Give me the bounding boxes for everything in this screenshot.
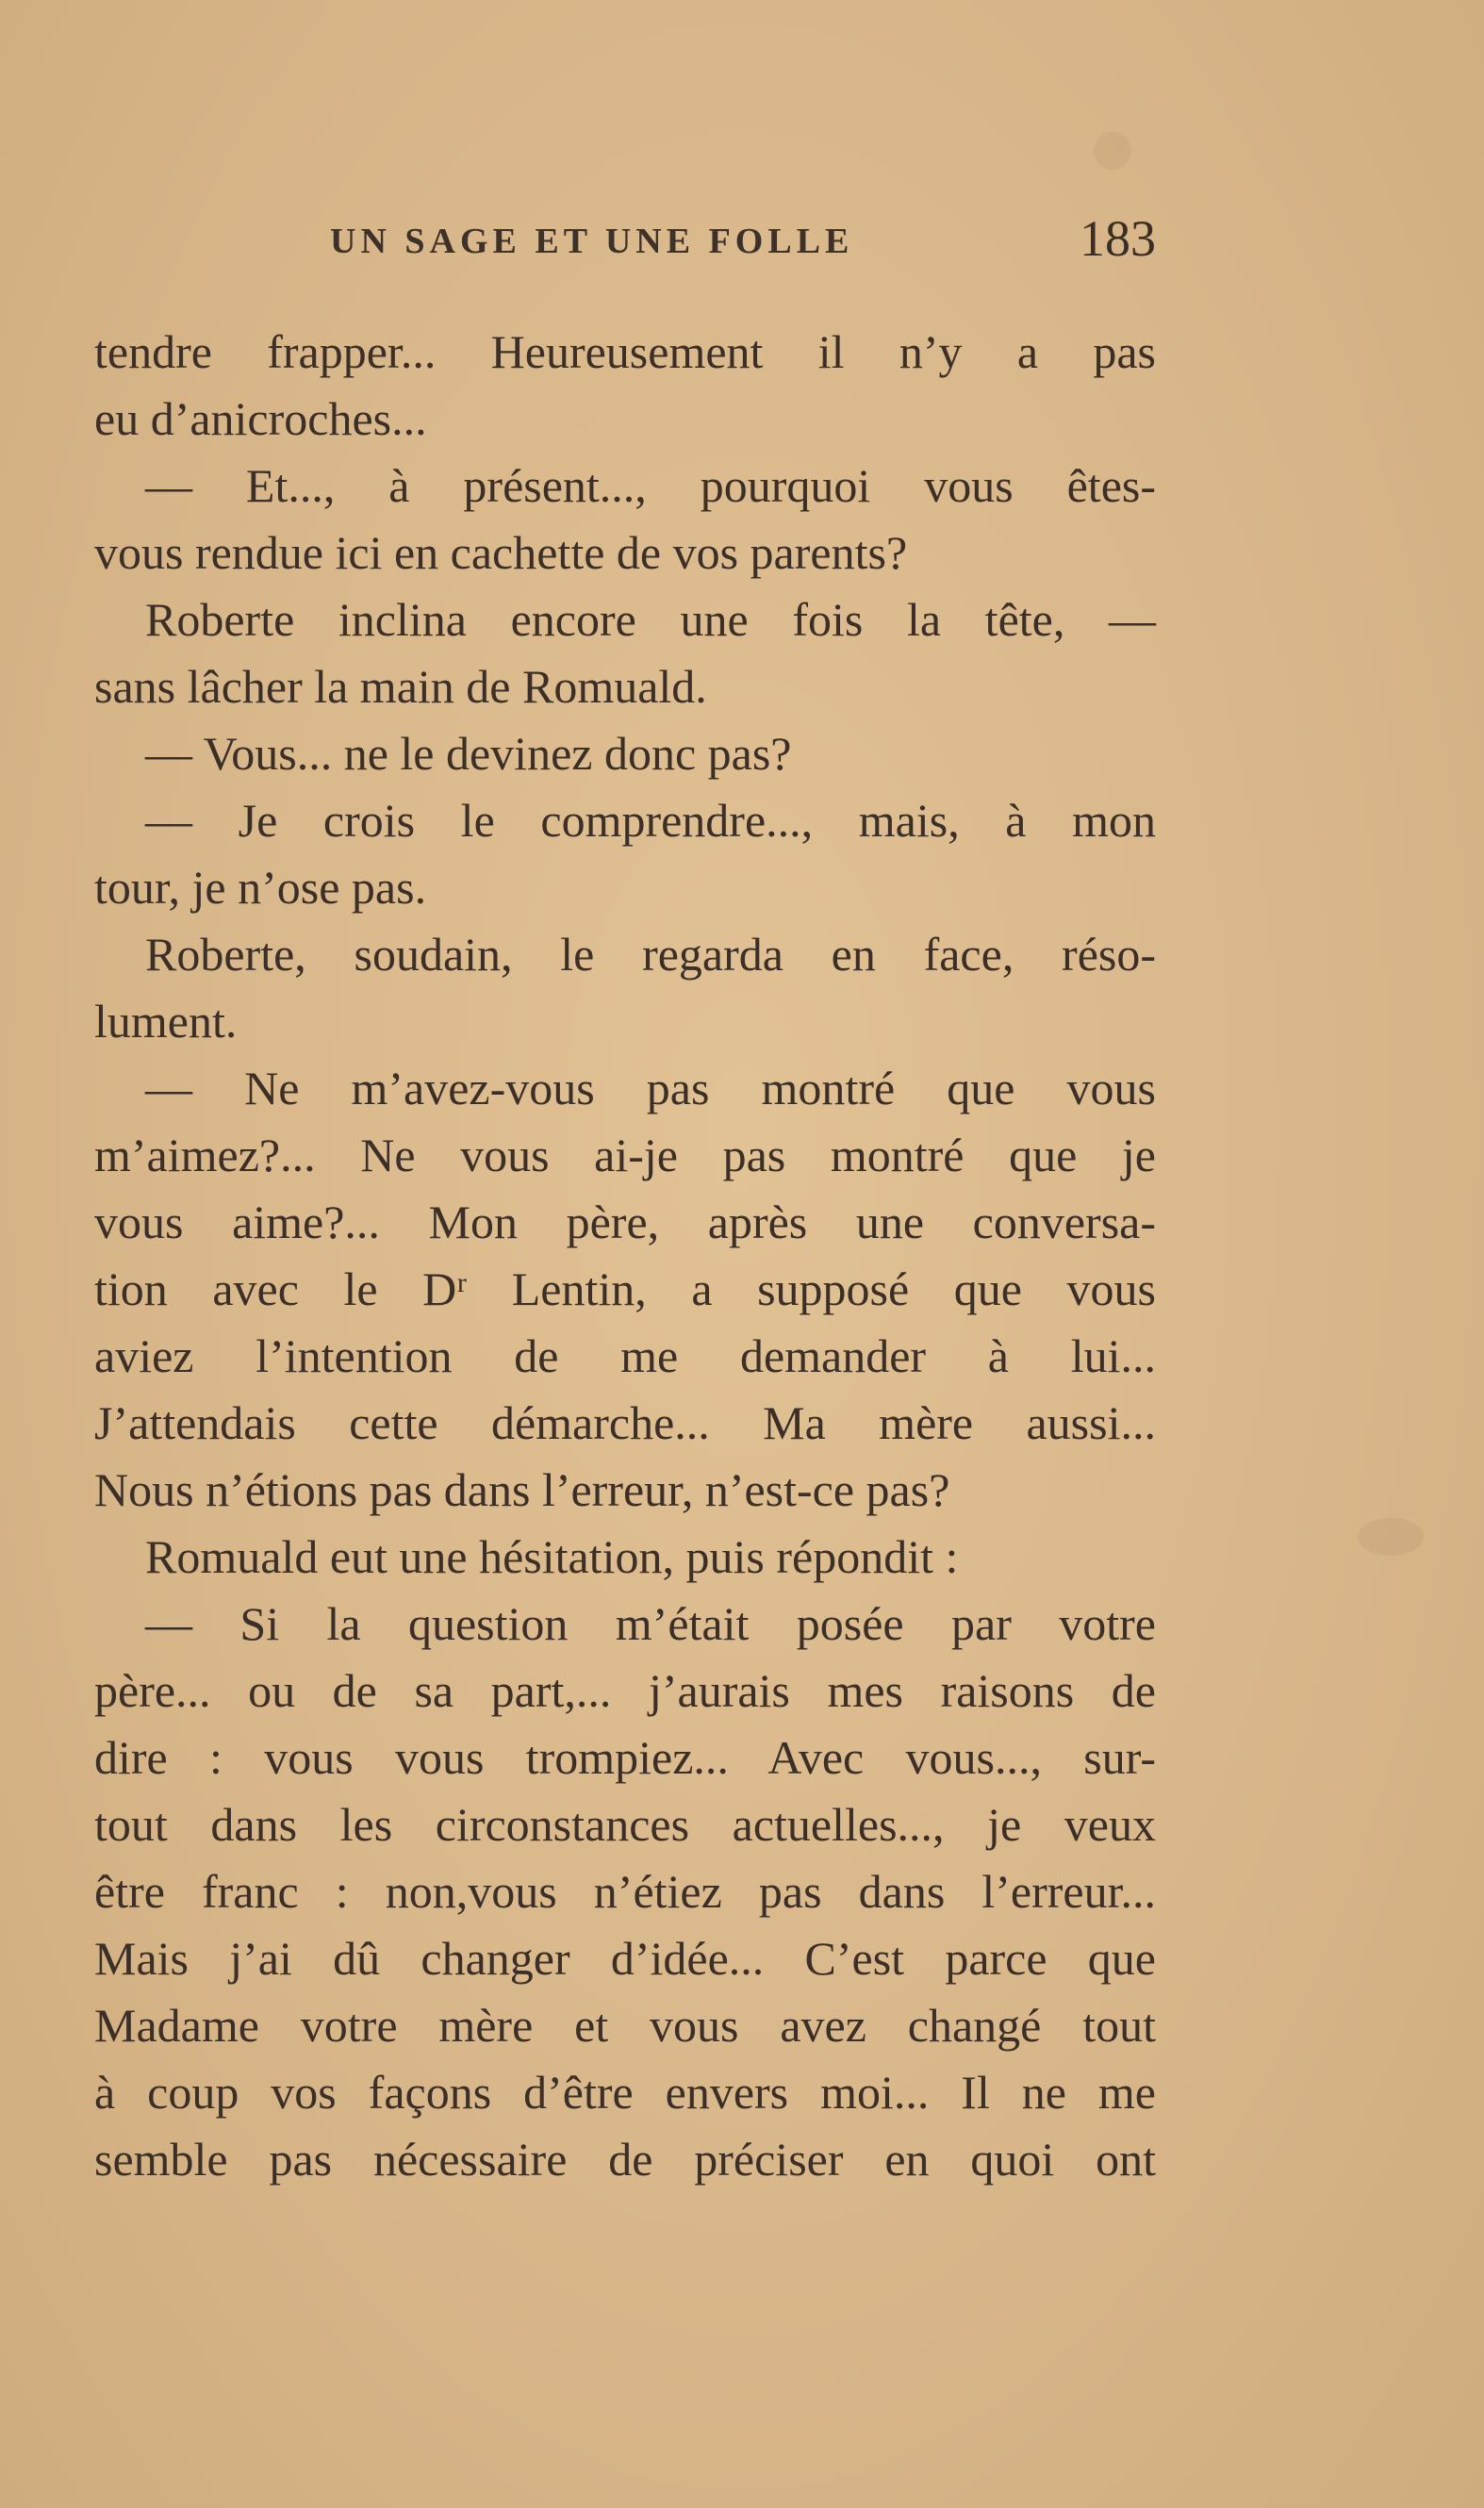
- text-line: sans lâcher la main de Romuald.: [94, 660, 707, 713]
- text-line: tout dans les circonstances actuelles..., je veux: [94, 1798, 1156, 1851]
- text-line: Romuald eut une hésitation, puis répondit :: [145, 1530, 959, 1583]
- text-line: vous aime?... Mon père, après une conversa-: [94, 1196, 1156, 1248]
- text-line: — Vous... ne le devinez donc pas?: [145, 727, 792, 780]
- text-line: aviez l’intention de me demander à lui...: [94, 1329, 1156, 1382]
- text-line: Mais j’ai dû changer d’idée... C’est parce que: [94, 1932, 1156, 1985]
- text-line: — Si la question m’était posée par votre: [145, 1597, 1156, 1650]
- text-line: père... ou de sa part,... j’aurais mes raisons de: [94, 1664, 1156, 1717]
- text-line: Roberte, soudain, le regarda en face, réso-: [145, 928, 1156, 981]
- text-line: Roberte inclina encore une fois la tête, —: [145, 593, 1156, 646]
- paper-stain: [1094, 132, 1131, 170]
- page-number: 183: [1080, 210, 1156, 267]
- text-line: J’attendais cette démarche... Ma mère aussi...: [94, 1396, 1156, 1449]
- text-line: tendre frapper... Heureusement il n’y a pas: [94, 325, 1156, 378]
- paper-stain: [1358, 1518, 1424, 1556]
- text-line: être franc : non,vous n’étiez pas dans l’erreur...: [94, 1865, 1156, 1918]
- text-line: eu d’anicroches...: [94, 392, 427, 445]
- text-line: Madame votre mère et vous avez changé tout: [94, 1999, 1156, 2052]
- text-line: — Et..., à présent..., pourquoi vous êtes-: [145, 459, 1156, 512]
- text-line: dire : vous vous trompiez... Avec vous..., sur-: [94, 1731, 1156, 1784]
- text-line: lument.: [94, 995, 238, 1048]
- text-line: vous rendue ici en cachette de vos parents?: [94, 526, 908, 579]
- running-head: UN SAGE ET UNE FOLLE: [330, 222, 854, 261]
- text-line: tour, je n’ose pas.: [94, 861, 427, 914]
- text-line: semble pas nécessaire de préciser en quoi ont: [94, 2133, 1156, 2186]
- text-line: — Je crois le comprendre..., mais, à mon: [145, 794, 1156, 847]
- text-line: m’aimez?... Ne vous ai-je pas montré que je: [94, 1129, 1156, 1181]
- body-text: [94, 319, 1156, 2193]
- text-line: Nous n’étions pas dans l’erreur, n’est-ce pas?: [94, 1463, 950, 1516]
- page-header: [94, 209, 1156, 266]
- text-line: à coup vos façons d’être envers moi... Il ne me: [94, 2066, 1156, 2119]
- text-line: tion avec le Dʳ Lentin, a supposé que vous: [94, 1262, 1156, 1315]
- text-line: — Ne m’avez-vous pas montré que vous: [145, 1062, 1156, 1114]
